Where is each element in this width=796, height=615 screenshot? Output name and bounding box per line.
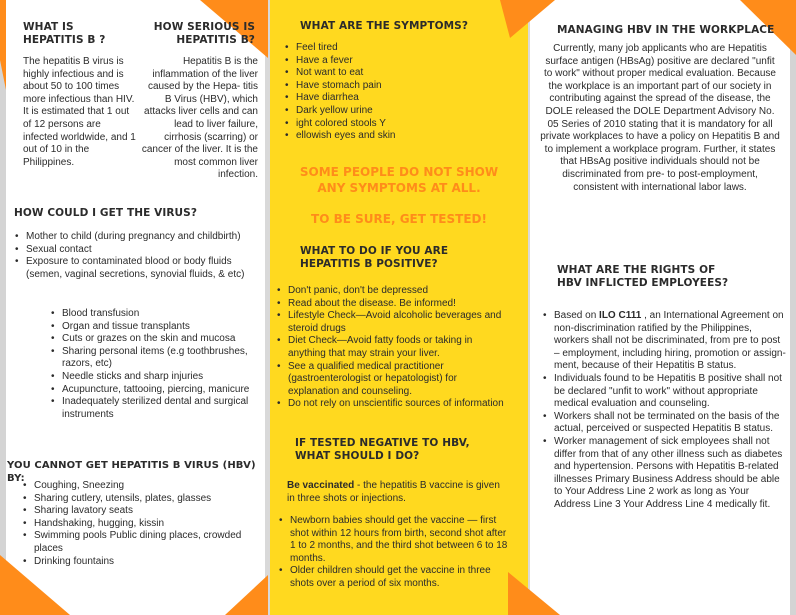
- list-item: • Sexual contact: [14, 244, 254, 257]
- rights-item1-post: , an International Agreement on non-discrimination ratified by the Philippines, workers shall not be discriminated, from pre to post – employment, including hiring, promotion or assign- ment, because of their Hepatitis B status.: [554, 310, 786, 372]
- list-item: • Acupuncture, tattooing, piercing, manicure: [50, 384, 255, 397]
- list-item: • Sharing cutlery, utensils, plates, glasses: [22, 493, 262, 506]
- positive-list: [276, 285, 506, 411]
- workplace-heading: MANAGING HBV IN THE WORKPLACE: [557, 24, 775, 36]
- orange-triangle-bottom-2: [225, 575, 268, 615]
- symptoms-heading: WHAT ARE THE SYMPTOMS?: [300, 20, 469, 32]
- list-item: • Lifestyle Check—Avoid alcoholic beverages and steroid drugs: [276, 310, 506, 335]
- list-item: • Feel tired: [284, 42, 504, 55]
- list-item: • Dark yellow urine: [284, 105, 504, 118]
- list-item: • Exposure to contaminated blood or body fluids (semen, vaginal secretions, synovial fluids, & etc): [14, 256, 254, 281]
- no-symptoms-callout: SOME PEOPLE DO NOT SHOW ANY SYMPTOMS AT ALL.: [299, 165, 499, 195]
- list-item: • Swimming pools Public dining places, crowded places: [22, 530, 262, 555]
- how-serious-text: Hepatitis B is the inflammation of the liver caused by the Hepa- titis B Virus (HBV), which attacks liver cells and can lead to liver failure, cirrhosis (scarring) or cancer of the liver. It is the most common liver infection.: [141, 56, 258, 181]
- rights-heading: WHAT ARE THE RIGHTS OF HBV INFLICTED EMPLOYEES?: [557, 264, 729, 289]
- what-is-heading: WHAT IS HEPATITIS B ?: [23, 21, 106, 46]
- list-item: • Have diarrhea: [284, 92, 504, 105]
- list-item: • Diet Check—Avoid fatty foods or taking in anything that may strain your liver.: [276, 335, 506, 360]
- list-item: • Have stomach pain: [284, 80, 504, 93]
- ilo-c111-bold: ILO C111: [599, 310, 642, 321]
- rights-list: [542, 310, 786, 512]
- rights-item1-pre: Based on: [554, 310, 600, 321]
- negative-intro: [287, 480, 507, 505]
- list-item: • Handshaking, hugging, kissin: [22, 518, 262, 531]
- list-item: • Inadequately sterilized dental and surgical instruments: [50, 396, 255, 421]
- list-item: • Read about the disease. Be informed!: [276, 298, 506, 311]
- list-item: • Needle sticks and sharp injuries: [50, 371, 255, 384]
- list-item: • ight colored stools Y: [284, 118, 504, 131]
- list-item: • Newborn babies should get the vaccine — first shot within 12 hours from birth, second shot after 1 to 2 months, and the third shot between 6 to 18 months.: [278, 515, 508, 565]
- list-item: [542, 310, 786, 373]
- cannot-get-heading: YOU CANNOT GET HEPATITIS B VIRUS (HBV) BY:: [7, 460, 256, 484]
- list-item: • Do not rely on unscientific sources of information: [276, 398, 506, 411]
- list-item: • Older children should get the vaccine in three shots over a period of six months.: [278, 565, 508, 590]
- list-item: • See a qualified medical practitioner (gastroenterologist or hepatologist) for explanation and counseling.: [276, 361, 506, 399]
- list-item: • Mother to child (during pregnancy and childbirth): [14, 231, 254, 244]
- list-item: • Worker management of sick employees shall not differ from that of any other illness such as diabetes and hypertension. Persons with Hepatitis B-related illnesses Primary Business Address should be able to Your Address Line 2 work as long as Your Address Line 3 Your Address Line 4 medically fit.: [542, 436, 786, 512]
- workplace-text: Currently, many job applicants who are Hepatitis surface antigen (HBsAg) positive are declared "unfit to work" without proper medical evaluation. Because the workplace is an important part of our society in contributing against the spread of the disease, the DOLE released the DOLE Department Advisory No. 05 Series of 2010 stating that it is mandatory for all private workplaces to have a policy on Hepatitis B and to implement a workplace program. Further, it states that HBsAg positive individuals should not be discriminated from pre- to post-employment, consistent with international labor laws.: [540, 43, 780, 193]
- how-get-sublist: [50, 308, 255, 421]
- left-gray-band: [0, 0, 6, 615]
- symptoms-list: [284, 42, 504, 143]
- vaccinate-bold: Be vaccinated: [287, 480, 355, 491]
- list-item: • Individuals found to be Hepatitis B positive shall not be declared "unfit to work" without appropriate medical evaluation and counseling.: [542, 373, 786, 411]
- list-item: • Don't panic, don't be depressed: [276, 285, 506, 298]
- list-item: • Workers shall not be terminated on the basis of the actual, perceived or suspected Hepatitis B status.: [542, 411, 786, 436]
- get-tested-callout: TO BE SURE, GET TESTED!: [311, 212, 487, 226]
- list-item: • Cuts or grazes on the skin and mucosa: [50, 333, 255, 346]
- list-item: • Sharing lavatory seats: [22, 505, 262, 518]
- list-item: • Not want to eat: [284, 67, 504, 80]
- list-item: • Have a fever: [284, 55, 504, 68]
- how-get-heading: HOW COULD I GET THE VIRUS?: [14, 207, 198, 219]
- list-item: • ellowish eyes and skin: [284, 130, 504, 143]
- how-serious-heading: HOW SERIOUS IS HEPATITIS B?: [153, 21, 255, 46]
- list-item: • Blood transfusion: [50, 308, 255, 321]
- list-item: • Organ and tissue transplants: [50, 321, 255, 334]
- what-is-text: The hepatitis B virus is highly infectious and is about 50 to 100 times more infectious than HIV. It is estimated that 1 out of 12 persons are infected worldwide, and 1 out of 10 in the Philippines.: [23, 56, 136, 168]
- list-item: • Sharing personal items (e.g toothbrushes, razors, etc): [50, 346, 255, 371]
- vaccinate-rest: - the hepatitis B vaccine is given in three shots or injections.: [287, 480, 500, 504]
- list-item: • Drinking fountains: [22, 556, 262, 569]
- right-gray-band: [790, 0, 796, 615]
- positive-heading: WHAT TO DO IF YOU ARE HEPATITIS B POSITIVE?: [300, 245, 449, 270]
- negative-heading: IF TESTED NEGATIVE TO HBV, WHAT SHOULD I DO?: [295, 437, 470, 462]
- how-get-list: [14, 231, 254, 281]
- list-item: • Coughing, Sneezing: [22, 480, 262, 493]
- orange-triangle-bottom-3: [508, 572, 560, 615]
- cannot-get-list: [22, 480, 262, 568]
- negative-list: [278, 515, 508, 591]
